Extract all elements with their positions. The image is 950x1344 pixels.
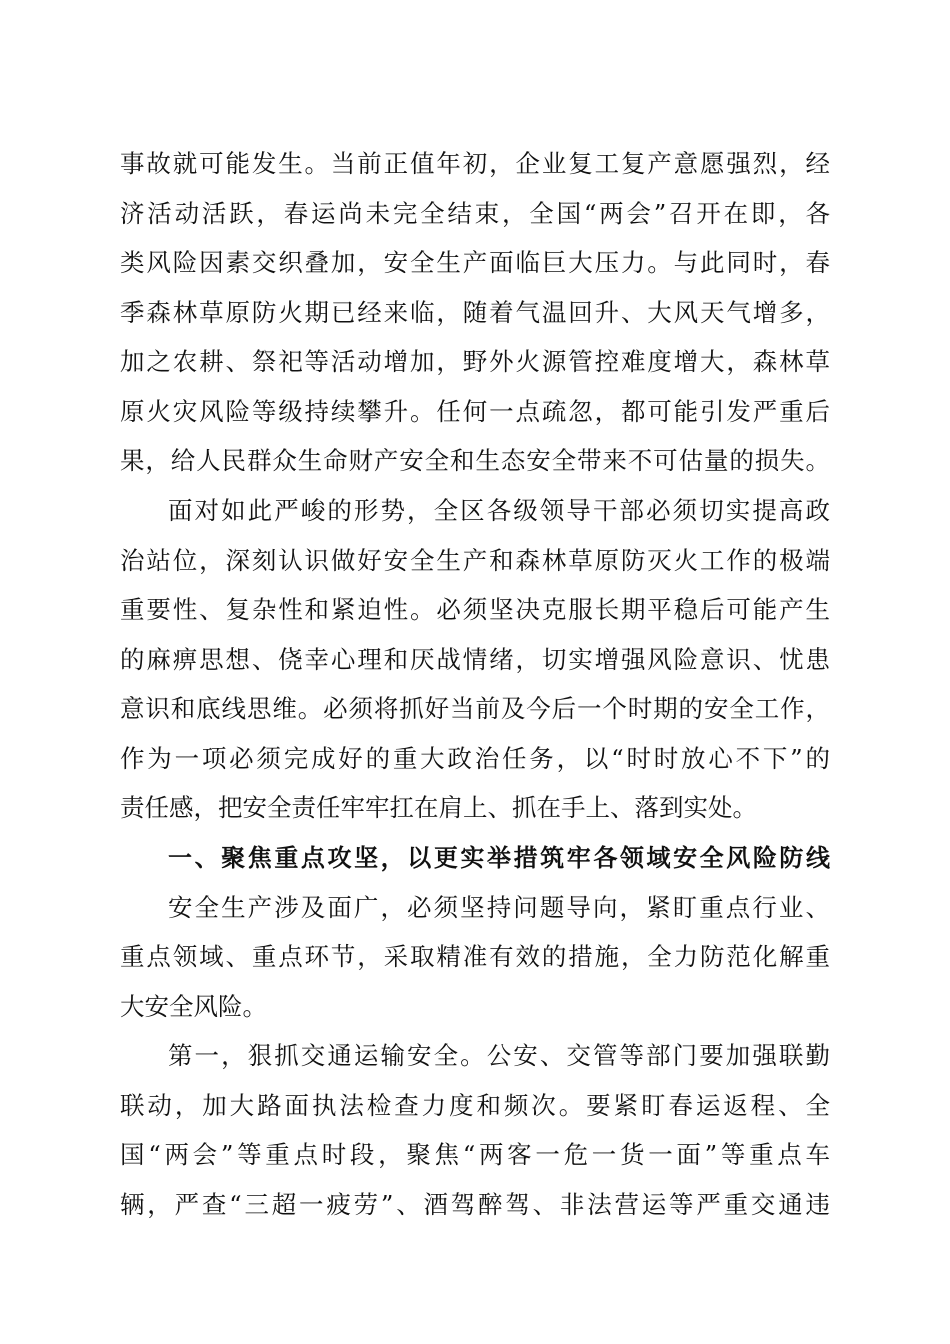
text-line: 事故就可能发生。当前正值年初，企业复工复产意愿强烈，经	[120, 149, 830, 178]
text-line: 果，给人民群众生命财产安全和生态安全带来不可估量的损失。	[120, 446, 830, 475]
text-line: 国“两会”等重点时段，聚焦“两客一危一货一面”等重点车	[120, 1140, 830, 1169]
paragraph-first-line: 第一，狠抓交通运输安全。公安、交管等部门要加强联勤	[168, 1041, 830, 1070]
text-line: 重要性、复杂性和紧迫性。必须坚决克服长期平稳后可能产生	[120, 595, 830, 624]
section-heading: 一、聚焦重点攻坚，以更实举措筑牢各领域安全风险防线	[168, 844, 830, 872]
text-line: 联动，加大路面执法检查力度和频次。要紧盯春运返程、全	[120, 1091, 830, 1120]
text-line: 责任感，把安全责任牢牢扛在肩上、抓在手上、落到实处。	[120, 793, 757, 822]
text-line: 辆，严查“三超一疲劳”、酒驾醉驾、非法营运等严重交通违	[120, 1190, 830, 1219]
paragraph-first-line: 面对如此严峻的形势，全区各级领导干部必须切实提高政	[168, 496, 830, 525]
text-line: 加之农耕、祭祀等活动增加，野外火源管控难度增大，森林草	[120, 347, 830, 376]
text-line: 治站位，深刻认识做好安全生产和森林草原防灭火工作的极端	[120, 546, 830, 575]
text-line: 作为一项必须完成好的重大政治任务，以“时时放心不下”的	[120, 744, 830, 773]
text-line: 类风险因素交织叠加，安全生产面临巨大压力。与此同时，春	[120, 248, 830, 277]
text-line: 重点领域、重点环节，采取精准有效的措施，全力防范化解重	[120, 942, 830, 971]
text-line: 原火灾风险等级持续攀升。任何一点疏忽，都可能引发严重后	[120, 397, 830, 426]
text-line: 大安全风险。	[120, 992, 267, 1021]
paragraph-first-line: 安全生产涉及面广，必须坚持问题导向，紧盯重点行业、	[168, 893, 830, 922]
text-line: 季森林草原防火期已经来临，随着气温回升、大风天气增多，	[120, 298, 830, 327]
text-line: 的麻痹思想、侥幸心理和厌战情绪，切实增强风险意识、忧患	[120, 645, 830, 674]
text-line: 意识和底线思维。必须将抓好当前及今后一个时期的安全工作，	[120, 694, 830, 723]
text-line: 济活动活跃，春运尚未完全结束，全国“两会”召开在即，各	[120, 199, 830, 228]
